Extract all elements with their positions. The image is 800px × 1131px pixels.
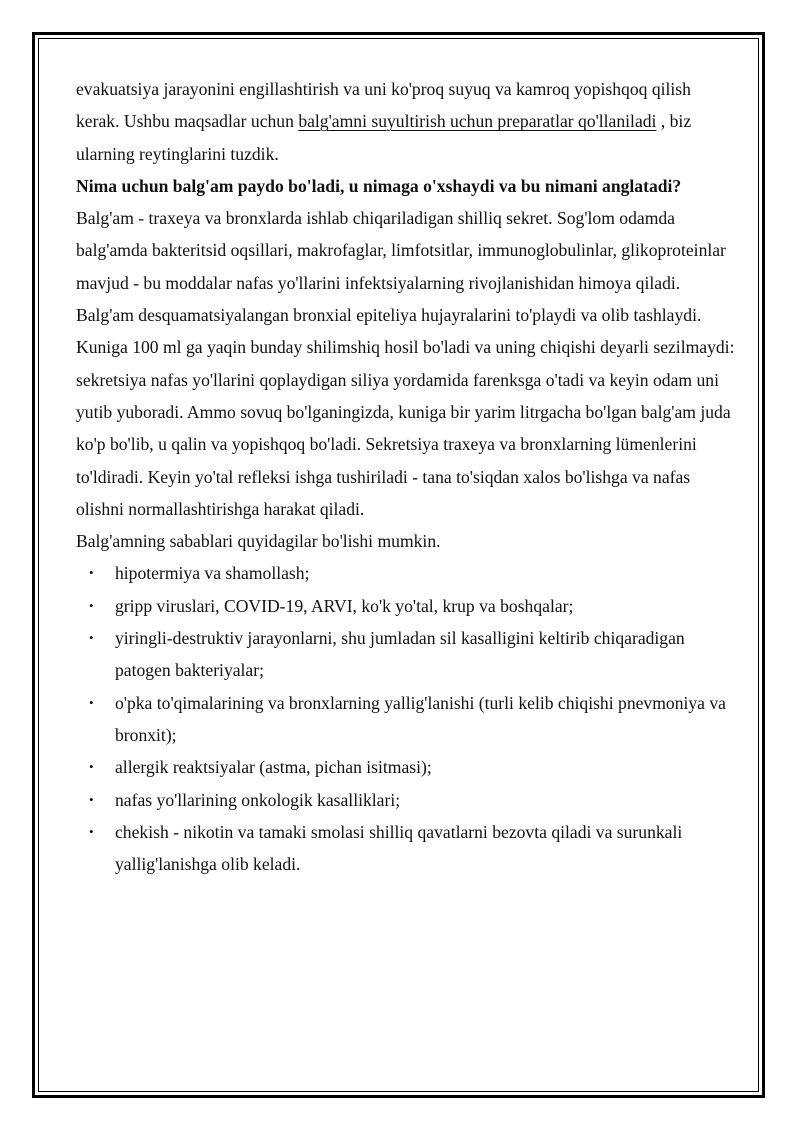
section-heading: Nima uchun balg'am paydo bo'ladi, u nimaga o'xshaydi va bu nimani anglatadi? [76, 175, 682, 196]
body-paragraph: Balg'am - traxeya va bronxlarda ishlab chiqariladigan shilliq sekret. Sog'lom odamda balg'amda bakteritsid oqsillari, makrofaglar, limfotsitlar, immunoglobulinlar, glikoproteinlar mavjud - bu moddalar nafas yo'llarini infektsiyalarning rivojlanishidan himoya qiladi. Balg'am desquamatsiyalangan bronxial epiteliya hujayralarini to'playdi va olib tashlaydi. Kuniga 100 ml ga yaqin bunday shilimshiq hosil bo'ladi va uning chiqishi deyarli sezilmaydi: sekretsiya nafas yo'llarini qoplaydigan siliya yordamida farenksga o'tadi va keyin odam uni yutib yuboradi. Ammo sovuq bo'lganingizda, kuniga bir yarim litrgacha bo'lgan balg'am juda ko'p bo'lib, u qalin va yopishqoq bo'ladi. Sekretsiya traxeya va bronxlarning lümenlerini to'ldiradi. Keyin yo'tal refleksi ishga tushiriladi - tana to'siqdan xalos bo'lishga va nafas olishni normallashtirishga harakat qiladi. [76, 208, 735, 519]
list-item [76, 751, 736, 783]
list-item-text: o'pka to'qimalarining va bronxlarning yallig'lanishi (turli kelib chiqishi pnevmoniya va bronxit); [115, 692, 726, 745]
list-item-text: gripp viruslari, COVID-19, ARVI, ko'k yo'tal, krup va boshqalar; [115, 595, 574, 616]
bullet-icon: • [89, 823, 94, 839]
list-item-text: chekish - nikotin va tamaki smolasi shilliq qavatlarni bezovta qiladi va surunkali yallig'lanishga olib keladi. [115, 821, 683, 875]
list-item-text: allergik reaktsiyalar (astma, pichan isitmasi); [115, 757, 432, 778]
list-intro: Balg'amning sabablari quyidagilar bo'lishi mumkin. [76, 531, 441, 552]
list-item [76, 816, 736, 881]
list-item [76, 784, 736, 816]
bullet-icon: • [89, 565, 94, 581]
list-item [76, 557, 736, 589]
document-body [76, 73, 736, 880]
list-item-text: nafas yo'llarining onkologik kasalliklari; [115, 789, 401, 810]
bullet-icon: • [89, 694, 94, 710]
bullet-icon: • [89, 597, 94, 613]
list-item-text: hipotermiya va shamollash; [115, 563, 310, 584]
intro-paragraph [76, 73, 736, 170]
intro-text: evakuatsiya jarayonini engillashtirish va uni ko'proq suyuq va kamroq yopishqoq qilish kerak. Ushbu maqsadlar uchun [76, 79, 691, 132]
list-item [76, 622, 736, 687]
bullet-icon: • [89, 630, 94, 646]
preparations-link[interactable]: balg'amni suyultirish uchun preparatlar qo'llaniladi [298, 111, 657, 132]
bullet-icon: • [89, 791, 94, 807]
list-item-text: yiringli-destruktiv jarayonlarni, shu jumladan sil kasalligini keltirib chiqaradigan patogen bakteriyalar; [115, 628, 685, 681]
list-item [76, 687, 736, 752]
causes-list [76, 557, 736, 880]
list-item [76, 590, 736, 622]
bullet-icon: • [89, 759, 94, 775]
intro-text-end: , biz ularning reytinglarini tuzdik. [76, 111, 692, 164]
